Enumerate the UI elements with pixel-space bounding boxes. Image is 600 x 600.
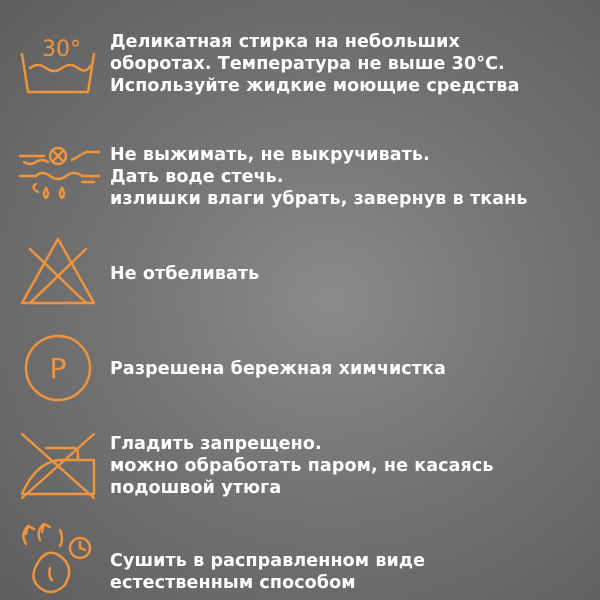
- no-wring-text-line-1: Не выжимать, не выкручивать.: [110, 145, 430, 165]
- dry-clean-text: Разрешена бережная химчистка: [110, 359, 446, 379]
- no-wring-text-line-2: Дать воде стечь.: [110, 167, 284, 187]
- no-wring-icon: [16, 130, 100, 214]
- no-bleach-icon: [16, 229, 100, 313]
- dry-clean-p-icon: [16, 326, 100, 410]
- svg-text:P: P: [49, 352, 67, 385]
- no-bleach-text: Не отбеливать: [110, 264, 260, 284]
- no-iron-text-line-2: можно обработать паром, не касаясь: [110, 456, 494, 476]
- wash-text-line-3: Используйте жидкие моющие средства: [110, 76, 520, 96]
- no-iron-icon: [16, 424, 100, 508]
- wash-text-line-2: оборотах. Температура не выше 30°С.: [110, 54, 505, 74]
- wash-30-icon: [16, 28, 100, 112]
- no-iron-text-line-3: подошвой утюга: [110, 478, 282, 498]
- flat-dry-text-line-2: естественным способом: [110, 573, 356, 593]
- flat-dry-text-line-1: Сушить в расправленном виде: [110, 551, 426, 571]
- flat-dry-icon: [16, 516, 100, 600]
- no-iron-text-line-1: Гладить запрещено.: [110, 434, 322, 454]
- no-wring-text-line-3: излишки влаги убрать, завернув в ткань: [110, 189, 528, 209]
- wash-text-line-1: Деликатная стирка на небольших: [110, 32, 460, 52]
- svg-text:30°: 30°: [42, 37, 81, 62]
